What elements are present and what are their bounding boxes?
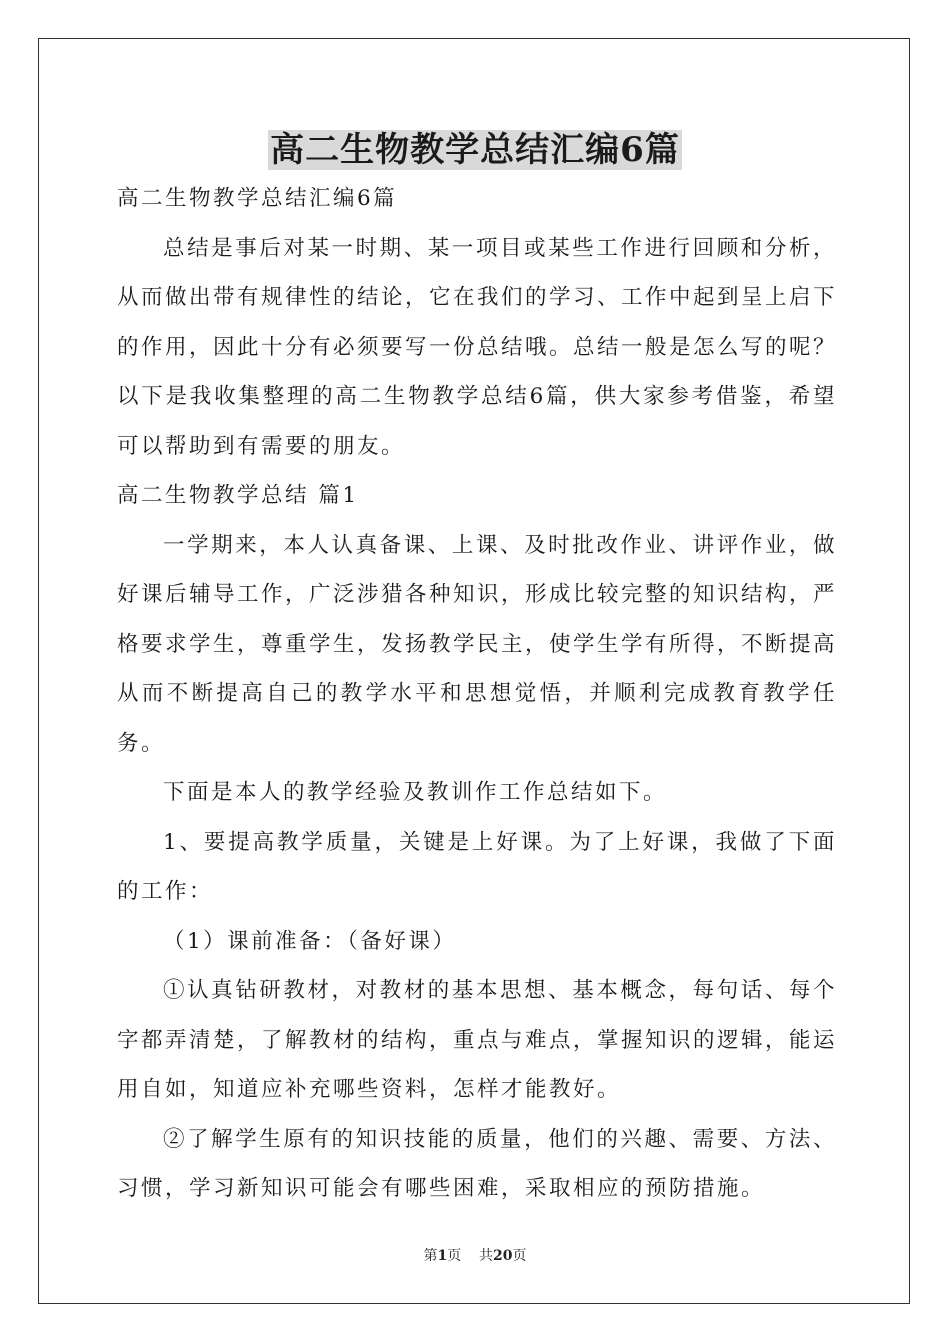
body-paragraph: （1）课前准备：（备好课） [163,928,457,954]
title-text: 高二生物教学总结汇编6篇 [270,130,680,170]
body-paragraph: 1、要提高教学质量，关键是上好课。为了上好课，我做了下面的工作： [117,829,837,904]
body-paragraph: ①认真钻研教材，对教材的基本思想、基本概念，每句话、每个字都弄清楚，了解教材的结构，重点与难点，掌握知识的逻辑，能运用自如，知道应补充哪些资料，怎样才能教好。 [117,978,838,1102]
section-heading: 高二生物教学总结 篇1 [117,483,359,508]
subtitle: 高二生物教学总结汇编6篇 [117,186,398,211]
document-body [117,174,837,1214]
body-paragraph: 下面是本人的教学经验及教训作工作总结如下。 [163,780,668,805]
page-footer [0,1246,950,1266]
document-title [0,128,950,172]
intro-paragraph: 总结是事后对某一时期、某一项目或某些工作进行回顾和分析，从而做出带有规律性的结论，它在我们的学习、工作中起到呈上启下的作用，因此十分有必须要写一份总结哦。总结一般是怎么写的呢？以下是我收集整理的高二生物教学总结6篇，供大家参考借鉴，希望可以帮助到有需要的朋友。 [117,235,838,459]
footer-page-suffix: 页 [447,1248,462,1264]
footer-total-suffix: 页 [512,1248,527,1264]
body-paragraph: 一学期来，本人认真备课、上课、及时批改作业、讲评作业，做好课后辅导工作，广泛涉猎各种知识，形成比较完整的知识结构，严格要求学生，尊重学生，发扬教学民主，使学生学有所得，不断提高从而不断提高自己的教学水平和思想觉悟，并顺利完成教育教学任务。 [117,532,838,756]
current-page-number: 1 [437,1248,448,1264]
body-paragraph: ②了解学生原有的知识技能的质量，他们的兴趣、需要、方法、习惯，学习新知识可能会有哪些困难，采取相应的预防措施。 [117,1126,837,1201]
total-page-number: 20 [493,1248,513,1264]
footer-prefix: 第 [423,1248,438,1264]
footer-total-prefix: 共 [479,1248,494,1264]
